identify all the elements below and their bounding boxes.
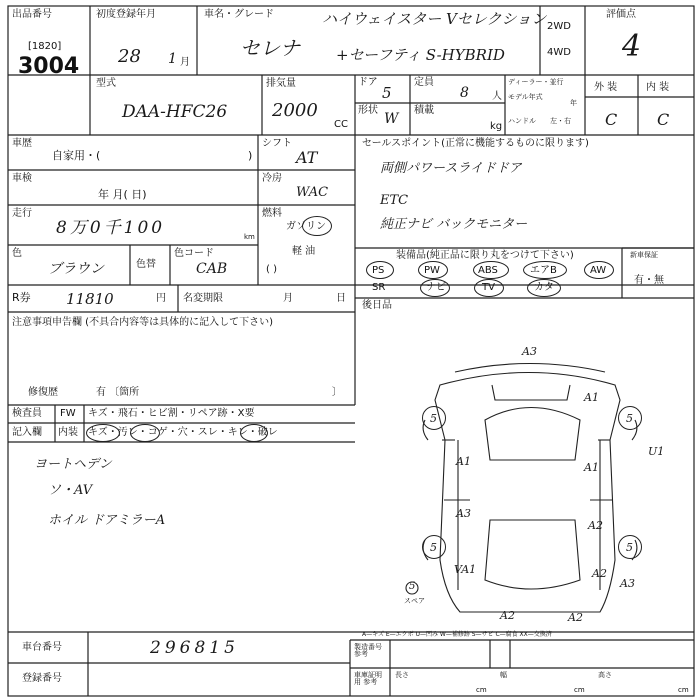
fuel-gas: ガソリン [286, 221, 326, 232]
name-grade-label: 車名・グレード [204, 9, 274, 20]
capacity-value: 8 [460, 85, 469, 101]
car-name: セレナ [240, 36, 300, 60]
mark-wheel-fr: 5 [626, 412, 633, 425]
shift-value: AT [296, 148, 318, 167]
displacement-value: 2000 [272, 100, 318, 121]
mark-wheel-rl: 5 [430, 541, 437, 554]
wheel-fr-circle [618, 406, 642, 430]
repair-label: 修復歴 [28, 387, 58, 398]
color-label: 色 [12, 248, 22, 259]
crossroad-label: 車庫証明用 参考 [354, 671, 382, 686]
cat-circle [527, 279, 561, 297]
dealer-label: ディーラー・並行 [508, 78, 564, 86]
year-unit: 年 [570, 99, 577, 107]
mark-right-mirror: U1 [648, 445, 665, 458]
color-no-label: 色コード [174, 248, 214, 259]
kg-unit: kg [490, 121, 503, 132]
width-label: 幅 [500, 671, 507, 679]
door-label: ドア [358, 77, 378, 88]
equip-pw: PW [424, 265, 440, 276]
length-label: 長さ [395, 671, 409, 679]
interior-value: C [657, 110, 670, 129]
handle-lr: 左・右 [550, 117, 571, 125]
shape-value: W [384, 111, 399, 127]
wheel-rl-circle [422, 535, 446, 559]
sales-label: セールスポイント(正常に機能するものに限ります) [362, 138, 589, 149]
r-label: R券 [12, 291, 31, 304]
mark-rear-left: A2 [500, 609, 515, 622]
equip-tv: TV [482, 282, 495, 293]
airbag-circle [523, 261, 567, 279]
notes-label: 注意事項申告欄 (不具合内容等は具体的に記入して下さい) [12, 317, 273, 328]
shift-label: シフト [262, 138, 292, 149]
chassis-value: 296815 [150, 638, 239, 658]
equip-aw: AW [590, 265, 607, 276]
mark-left-rear-fender: VA1 [454, 563, 477, 576]
ps-circle [366, 261, 394, 279]
r-value: 11810 [66, 290, 114, 308]
mark-left-rear-door: A3 [456, 507, 471, 520]
lot-number: 3004 [18, 54, 80, 79]
width-cm: cm [574, 686, 585, 694]
equip-airbag: エアB [530, 265, 557, 276]
sales-line-1: 両側パワースライドドア [380, 161, 522, 176]
inspector-label: 検査員 [12, 408, 42, 419]
interior-dirt-circle [130, 424, 160, 442]
ac-label: 冷房 [262, 173, 282, 184]
color-change-label: 色替 [136, 259, 156, 270]
month-unit: 月 [180, 57, 190, 68]
exterior-label: 外 装 [594, 82, 618, 93]
navi-circle [420, 279, 450, 297]
mark-left-front-door: A1 [456, 455, 471, 468]
name-change-month: 月 [283, 293, 293, 304]
first-reg-month: 1 [168, 51, 177, 67]
inspection-text: 年 月( 日) [98, 188, 147, 201]
wheel-fl-circle [422, 406, 446, 430]
repair-close: 〕 [332, 387, 342, 398]
mileage-value: 8万0千100 [56, 218, 166, 238]
manufacturer-label: 製造番号 参考 [354, 643, 382, 658]
repair-value: 有 〔箇所 [96, 387, 140, 398]
usage-value: 自家用・( [52, 149, 101, 162]
pw-circle [418, 261, 448, 279]
km-unit: km [244, 233, 255, 241]
reg-label: 登録番号 [22, 673, 62, 684]
fuel-label: 燃料 [262, 208, 282, 219]
color-value: ブラウン [48, 261, 104, 277]
displacement-label: 排気量 [266, 78, 296, 89]
color-no-value: CAB [196, 261, 228, 277]
fw-label: FW [60, 408, 76, 419]
newcar-value: 有・無 [634, 275, 664, 286]
damage-legend: A—キズ E—エクボ U—凹み W—補修跡 S—サビ C—腐食 XX—交換済 [362, 631, 552, 638]
handwritten-note-1: ヨートヘデン [34, 457, 112, 472]
usage-close: ) [248, 149, 253, 162]
model-label: 型式 [96, 78, 116, 89]
shape-label: 形状 [358, 105, 378, 116]
tv-circle [474, 279, 504, 297]
model-value: DAA-HFC26 [122, 102, 228, 122]
handwritten-note-2: ソ・AV [48, 483, 93, 498]
fuel-diesel: 軽 油 [292, 246, 316, 257]
later-label: 後日品 [362, 300, 392, 311]
equip-ps: PS [372, 265, 385, 276]
abs-circle [473, 261, 509, 279]
name-change-label: 名変期限 [183, 293, 223, 304]
first-reg-year: 28 [118, 46, 141, 67]
length-cm: cm [476, 686, 487, 694]
load-label: 積載 [414, 105, 434, 116]
mark-front: A3 [522, 345, 537, 358]
usage-label: 車歴 [12, 138, 32, 149]
score-value: 4 [622, 29, 642, 64]
inspection-label: 車検 [12, 173, 32, 184]
ac-value: WAC [296, 185, 329, 200]
mark-right-front-fender: A1 [584, 391, 599, 404]
equip-cat: カタ [534, 282, 554, 293]
interior-items: キズ・汚レ・コゲ・穴・スレ・キレ・破レ [88, 427, 278, 438]
mileage-label: 走行 [12, 208, 32, 219]
first-reg-label: 初度登録年月 [96, 9, 156, 20]
mark-right-front-door: A1 [584, 461, 599, 474]
mark-right-rear-door: A2 [588, 519, 603, 532]
equip-label: 装備品(純正品に限り丸をつけて下さい) [396, 250, 574, 261]
exterior-value: C [605, 110, 618, 129]
drive-2wd: 2WD [547, 21, 571, 32]
name-change-day: 日 [336, 293, 346, 304]
grade-line1: ハイウェイスター Vセレクション [322, 10, 547, 28]
interior-rub-circle [240, 424, 268, 442]
mark-rear-corner: A3 [620, 577, 635, 590]
newcar-label: 新車保証 [630, 251, 658, 259]
sales-line-2: ETC [380, 193, 409, 208]
model-year-label: モデル年式 [508, 93, 543, 101]
mark-rear-right: A2 [568, 611, 583, 624]
mark-spare: 5 [409, 581, 416, 592]
handwritten-note-3: ホイル ドアミラーA [48, 513, 166, 528]
equip-abs: ABS [478, 265, 498, 276]
fw-items: キズ・飛石・ヒビ割・リペア跡・X要 [88, 408, 255, 419]
person-unit: 人 [492, 91, 502, 102]
lot-label: 出品番号 [12, 9, 52, 20]
fuel-gas-circle [302, 216, 332, 236]
interior-items-label: 内装 [58, 427, 78, 438]
door-value: 5 [382, 84, 392, 102]
fuel-paren: ( ) [266, 264, 277, 275]
capacity-label: 定員 [414, 77, 434, 88]
wheel-rr-circle [618, 535, 642, 559]
equip-sr: SR [372, 282, 386, 293]
mark-wheel-rr: 5 [626, 541, 633, 554]
yen-unit: 円 [156, 293, 166, 304]
score-label: 評価点 [606, 9, 636, 20]
spare-label: スペア [404, 597, 425, 605]
sales-line-3: 純正ナビ バックモニター [380, 217, 528, 232]
chassis-label: 車台番号 [22, 642, 62, 653]
equip-navi: ナビ [426, 282, 446, 293]
height-cm: cm [678, 686, 689, 694]
height-label: 高さ [598, 671, 612, 679]
grade-line2: +セーフティ S-HYBRID [336, 46, 505, 64]
drive-4wd: 4WD [547, 47, 571, 58]
entry-label: 記入欄 [12, 427, 42, 438]
interior-scratch-circle [86, 424, 120, 442]
lot-sub: [1820] [28, 41, 62, 52]
mark-wheel-fl: 5 [430, 412, 437, 425]
interior-label: 内 装 [646, 82, 670, 93]
aw-circle [584, 261, 614, 279]
handle-label: ハンドル [508, 117, 536, 125]
mark-right-rear-fender: A2 [592, 567, 607, 580]
cc-unit: CC [334, 119, 348, 130]
